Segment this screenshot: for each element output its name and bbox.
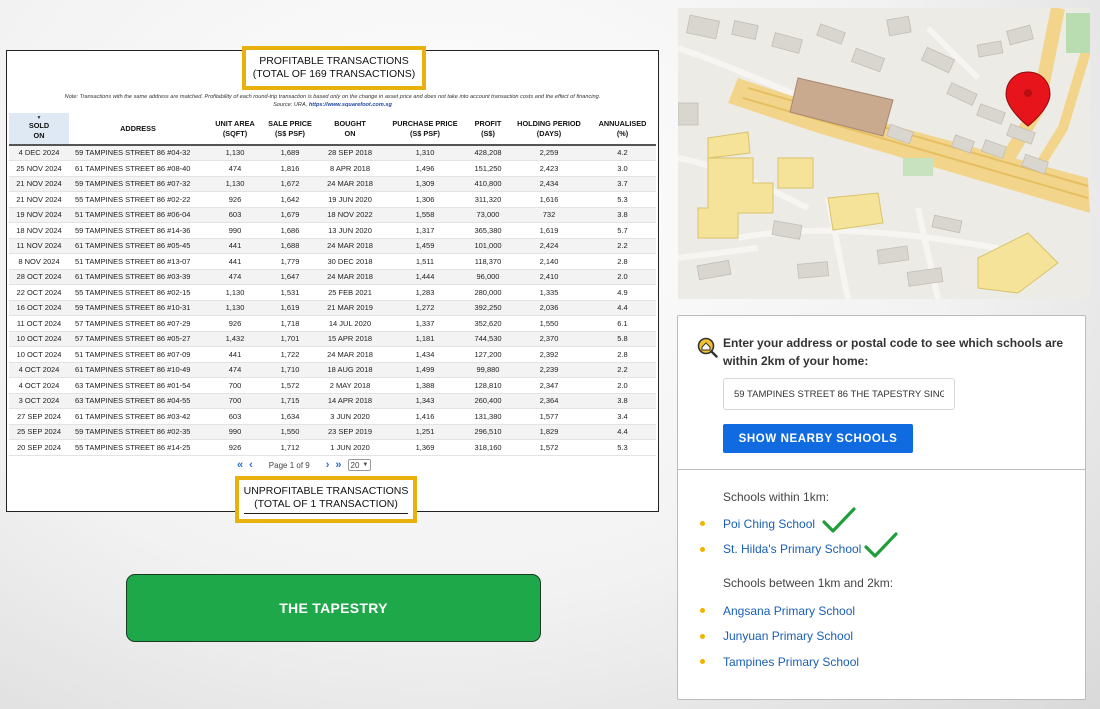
table-cell: 61 TAMPINES STREET 86 #03-42 bbox=[75, 411, 191, 421]
table-cell: 1,317 bbox=[415, 225, 435, 235]
table-row bbox=[9, 363, 656, 379]
chevron-right-icon[interactable]: › bbox=[325, 459, 330, 471]
school-link-junyuan[interactable]: Junyuan Primary School bbox=[723, 629, 854, 644]
table-cell: 2.0 bbox=[617, 380, 628, 390]
table-cell: 1,816 bbox=[280, 163, 300, 173]
table-cell: 4.4 bbox=[617, 427, 628, 437]
checkmark-icon bbox=[821, 506, 857, 536]
table-cell: 21 NOV 2024 bbox=[16, 194, 62, 204]
table-cell: 1,434 bbox=[415, 349, 435, 359]
table-row bbox=[9, 146, 656, 162]
double-chevron-left-icon[interactable]: « bbox=[237, 459, 244, 471]
table-cell: 474 bbox=[228, 272, 242, 282]
table-cell: 1,712 bbox=[280, 442, 300, 452]
table-row bbox=[9, 394, 656, 410]
table-row bbox=[9, 316, 656, 332]
table-cell: 25 SEP 2024 bbox=[16, 427, 62, 437]
table-cell: 1,251 bbox=[415, 427, 435, 437]
table-cell: 24 MAR 2018 bbox=[327, 241, 373, 251]
table-cell: 99,880 bbox=[476, 365, 500, 375]
table-cell: 19 JUN 2020 bbox=[328, 194, 372, 204]
table-cell: 603 bbox=[228, 411, 242, 421]
list-item bbox=[723, 598, 859, 624]
table-row bbox=[9, 378, 656, 394]
table-row bbox=[9, 161, 656, 177]
table-cell: 318,160 bbox=[474, 442, 502, 452]
table-cell: 96,000 bbox=[476, 272, 500, 282]
table-cell: 24 MAR 2018 bbox=[327, 272, 373, 282]
table-cell: 13 JUN 2020 bbox=[328, 225, 372, 235]
table-cell: 22 OCT 2024 bbox=[16, 287, 62, 297]
table-cell: 1,616 bbox=[539, 194, 559, 204]
table-cell: 1,550 bbox=[280, 427, 300, 437]
table-cell: 260,400 bbox=[474, 396, 502, 406]
table-cell: 410,800 bbox=[474, 179, 502, 189]
table-cell: 700 bbox=[228, 396, 242, 406]
column-header bbox=[509, 113, 589, 144]
table-row bbox=[9, 254, 656, 270]
pagination bbox=[237, 459, 371, 471]
profitable-title-line2: (TOTAL OF 169 TRANSACTIONS) bbox=[252, 68, 416, 80]
table-cell: 1,388 bbox=[415, 380, 435, 390]
bullet-dot bbox=[700, 547, 705, 552]
table-cell: 19 NOV 2024 bbox=[16, 210, 62, 220]
table-cell: 61 TAMPINES STREET 86 #05-45 bbox=[75, 241, 191, 251]
table-cell: 11 OCT 2024 bbox=[16, 318, 62, 328]
table-row bbox=[9, 285, 656, 301]
between-1-2km-list bbox=[723, 598, 859, 675]
bullet-dot bbox=[700, 521, 705, 526]
table-cell: 926 bbox=[228, 318, 242, 328]
table-cell: 2,370 bbox=[539, 334, 559, 344]
table-cell: 1,619 bbox=[280, 303, 300, 313]
table-cell: 63 TAMPINES STREET 86 #04-55 bbox=[75, 396, 191, 406]
table-cell: 990 bbox=[228, 427, 242, 437]
column-header bbox=[207, 113, 263, 144]
table-cell: 18 NOV 2022 bbox=[327, 210, 373, 220]
table-cell: 1 JUN 2020 bbox=[330, 442, 370, 452]
unprofitable-title-line2: (TOTAL OF 1 TRANSACTION) bbox=[254, 498, 398, 510]
table-row bbox=[9, 425, 656, 441]
table-row bbox=[9, 301, 656, 317]
table-cell: 118,370 bbox=[474, 256, 502, 266]
column-header-label: ADDRESS bbox=[120, 123, 156, 133]
table-row bbox=[9, 208, 656, 224]
table-cell: 2,423 bbox=[539, 163, 559, 173]
column-header bbox=[467, 113, 509, 144]
bullet-dot bbox=[700, 634, 705, 639]
table-cell: 428,208 bbox=[474, 148, 502, 158]
table-cell: 280,000 bbox=[474, 287, 502, 297]
page-label: Page 1 of 9 bbox=[268, 460, 310, 470]
column-header-label: ANNUALISED bbox=[598, 118, 647, 128]
table-cell: 1,432 bbox=[225, 334, 245, 344]
table-cell: 1,701 bbox=[280, 334, 300, 344]
unprofitable-title-line1: UNPROFITABLE TRANSACTIONS bbox=[243, 484, 409, 497]
between-1-2km-heading: Schools between 1km and 2km: bbox=[723, 576, 894, 590]
table-cell: 1,496 bbox=[415, 163, 435, 173]
table-cell: 4.4 bbox=[617, 303, 628, 313]
table-cell: 14 APR 2018 bbox=[327, 396, 373, 406]
address-input[interactable] bbox=[723, 378, 955, 410]
table-cell: 2,036 bbox=[539, 303, 559, 313]
table-cell: 3.4 bbox=[617, 411, 628, 421]
table-cell: 27 SEP 2024 bbox=[16, 411, 62, 421]
table-cell: 15 APR 2018 bbox=[327, 334, 373, 344]
transactions-note bbox=[7, 94, 658, 109]
table-cell: 59 TAMPINES STREET 86 #14-36 bbox=[75, 225, 191, 235]
double-chevron-right-icon[interactable]: » bbox=[335, 459, 342, 471]
table-cell: 3.8 bbox=[617, 210, 628, 220]
table-cell: 1,416 bbox=[415, 411, 435, 421]
table-cell: 5.3 bbox=[617, 442, 628, 452]
table-cell: 4 DEC 2024 bbox=[18, 148, 60, 158]
table-cell: 1,619 bbox=[539, 225, 559, 235]
table-cell: 57 TAMPINES STREET 86 #07-29 bbox=[75, 318, 191, 328]
school-link-st-hilda[interactable]: St. Hilda's Primary School bbox=[723, 542, 862, 557]
bullet-dot bbox=[700, 659, 705, 664]
table-row bbox=[9, 223, 656, 239]
table-cell: 926 bbox=[228, 442, 242, 452]
column-header-label: (S$ PSF) bbox=[274, 128, 305, 138]
table-cell: 1,181 bbox=[415, 334, 435, 344]
table-cell: 59 TAMPINES STREET 86 #04-32 bbox=[75, 148, 191, 158]
column-header-label: SALE PRICE bbox=[268, 118, 312, 128]
table-cell: 1,306 bbox=[415, 194, 435, 204]
table-cell: 18 NOV 2024 bbox=[16, 225, 62, 235]
list-item bbox=[723, 537, 899, 563]
list-item bbox=[723, 624, 859, 650]
page-size-select[interactable] bbox=[348, 459, 372, 471]
table-cell: 700 bbox=[228, 380, 242, 390]
column-header bbox=[589, 113, 656, 144]
note-source: Source: URA, bbox=[273, 101, 308, 108]
table-cell: 10 OCT 2024 bbox=[16, 334, 62, 344]
school-link-angsana[interactable]: Angsana Primary School bbox=[723, 603, 856, 618]
table-row bbox=[9, 177, 656, 193]
table-cell: 1,343 bbox=[415, 396, 435, 406]
column-header bbox=[69, 113, 207, 144]
table-cell: 1,679 bbox=[280, 210, 300, 220]
table-cell: 128,810 bbox=[474, 380, 502, 390]
table-cell: 1,130 bbox=[225, 287, 245, 297]
table-cell: 1,722 bbox=[280, 349, 300, 359]
source-link[interactable]: https://www.squarefoot.com.sg bbox=[308, 101, 392, 108]
table-cell: 1,130 bbox=[225, 303, 245, 313]
table-cell: 1,369 bbox=[415, 442, 435, 452]
table-cell: 16 OCT 2024 bbox=[16, 303, 62, 313]
table-cell: 1,511 bbox=[415, 256, 435, 266]
table-cell: 3 OCT 2024 bbox=[18, 396, 60, 406]
school-link-poi-ching[interactable]: Poi Ching School bbox=[723, 516, 816, 531]
column-header-label: HOLDING PERIOD bbox=[517, 118, 581, 128]
column-header[interactable] bbox=[9, 113, 69, 144]
school-search-icon bbox=[696, 336, 718, 358]
table-cell: 1,531 bbox=[280, 287, 300, 297]
table-cell: 1,634 bbox=[280, 411, 300, 421]
table-cell: 23 SEP 2019 bbox=[327, 427, 373, 437]
school-finder-panel bbox=[677, 315, 1086, 700]
page-size-value: 20 bbox=[350, 460, 360, 470]
unprofitable-transactions-title bbox=[235, 476, 417, 523]
table-row bbox=[9, 192, 656, 208]
table-cell: 2,424 bbox=[539, 241, 559, 251]
table-cell: 1,499 bbox=[415, 365, 435, 375]
table-cell: 1,459 bbox=[415, 241, 435, 251]
column-header-label: (S$) bbox=[481, 128, 495, 138]
checkmark-icon bbox=[863, 531, 899, 561]
table-cell: 1,672 bbox=[280, 179, 300, 189]
table-cell: 603 bbox=[228, 210, 242, 220]
location-map[interactable] bbox=[678, 8, 1090, 299]
column-header bbox=[383, 113, 467, 144]
search-prompt: Enter your address or postal code to see which schools are within 2km of your home: bbox=[723, 336, 1064, 368]
transactions-panel bbox=[6, 50, 659, 512]
table-cell: 926 bbox=[228, 194, 242, 204]
table-cell: 392,250 bbox=[474, 303, 502, 313]
table-cell: 2,392 bbox=[539, 349, 559, 359]
table-cell: 2.2 bbox=[617, 241, 628, 251]
table-cell: 1,558 bbox=[415, 210, 435, 220]
table-cell: 1,335 bbox=[539, 287, 559, 297]
table-cell: 1,688 bbox=[280, 241, 300, 251]
table-cell: 4.9 bbox=[617, 287, 628, 297]
bullet-dot bbox=[700, 608, 705, 613]
table-cell: 1,689 bbox=[280, 148, 300, 158]
table-cell: 11 NOV 2024 bbox=[16, 241, 62, 251]
table-cell: 744,530 bbox=[474, 334, 502, 344]
table-cell: 8 NOV 2024 bbox=[18, 256, 60, 266]
school-search-section bbox=[678, 316, 1085, 470]
table-cell: 732 bbox=[542, 210, 556, 220]
table-cell: 24 MAR 2018 bbox=[327, 179, 373, 189]
table-cell: 2.2 bbox=[617, 365, 628, 375]
table-row bbox=[9, 440, 656, 456]
table-cell: 441 bbox=[228, 349, 242, 359]
table-cell: 1,779 bbox=[280, 256, 300, 266]
table-cell: 4 OCT 2024 bbox=[18, 365, 60, 375]
table-header bbox=[9, 113, 656, 144]
table-cell: 352,620 bbox=[474, 318, 502, 328]
table-cell: 59 TAMPINES STREET 86 #07-32 bbox=[75, 179, 191, 189]
table-cell: 10 OCT 2024 bbox=[16, 349, 62, 359]
school-link-tampines[interactable]: Tampines Primary School bbox=[723, 654, 860, 669]
table-cell: 1,337 bbox=[415, 318, 435, 328]
table-cell: 1,572 bbox=[539, 442, 559, 452]
table-cell: 2,347 bbox=[539, 380, 559, 390]
table-cell: 1,310 bbox=[415, 148, 435, 158]
table-cell: 1,829 bbox=[539, 427, 559, 437]
table-cell: 2 MAY 2018 bbox=[329, 380, 371, 390]
table-cell: 55 TAMPINES STREET 86 #02-22 bbox=[75, 194, 191, 204]
table-cell: 1,718 bbox=[280, 318, 300, 328]
table-cell: 3.0 bbox=[617, 163, 628, 173]
table-cell: 1,647 bbox=[280, 272, 300, 282]
column-header-label: BOUGHT bbox=[334, 118, 366, 128]
table-cell: 5.3 bbox=[617, 194, 628, 204]
the-tapestry-button[interactable]: THE TAPESTRY bbox=[126, 574, 541, 642]
table-cell: 59 TAMPINES STREET 86 #02-35 bbox=[75, 427, 191, 437]
table-cell: 151,250 bbox=[474, 163, 502, 173]
table-cell: 3 JUN 2020 bbox=[330, 411, 370, 421]
table-cell: 1,272 bbox=[415, 303, 435, 313]
table-cell: 474 bbox=[228, 365, 242, 375]
list-item bbox=[723, 649, 859, 675]
table-row bbox=[9, 332, 656, 348]
note-text: Note: Transactions with the same address are matched. Profitability of each round-trip transaction is based only on the change in asset price and does not take into account transaction costs and the effect of financing. bbox=[64, 94, 601, 100]
table-cell: 51 TAMPINES STREET 86 #07-09 bbox=[75, 349, 191, 359]
table-cell: 2,239 bbox=[539, 365, 559, 375]
table-cell: 1,130 bbox=[225, 179, 245, 189]
table-row bbox=[9, 409, 656, 425]
table-cell: 61 TAMPINES STREET 86 #03-39 bbox=[75, 272, 191, 282]
table-cell: 25 NOV 2024 bbox=[16, 163, 62, 173]
column-header-label: (%) bbox=[616, 128, 629, 138]
table-cell: 2.8 bbox=[617, 256, 628, 266]
profitable-transactions-title bbox=[242, 46, 426, 90]
table-cell: 365,380 bbox=[474, 225, 502, 235]
table-row bbox=[9, 347, 656, 363]
table-cell: 127,200 bbox=[474, 349, 502, 359]
column-header bbox=[263, 113, 317, 144]
table-cell: 1,642 bbox=[280, 194, 300, 204]
table-cell: 2,259 bbox=[539, 148, 559, 158]
table-cell: 1,572 bbox=[280, 380, 300, 390]
table-cell: 61 TAMPINES STREET 86 #08-40 bbox=[75, 163, 191, 173]
table-cell: 3.8 bbox=[617, 396, 628, 406]
table-cell: 131,380 bbox=[474, 411, 502, 421]
column-header-label: PROFIT bbox=[474, 118, 502, 128]
table-cell: 441 bbox=[228, 241, 242, 251]
table-cell: 990 bbox=[228, 225, 242, 235]
column-header-label: (SQFT) bbox=[222, 128, 248, 138]
table-cell: 1,309 bbox=[415, 179, 435, 189]
table-cell: 30 DEC 2018 bbox=[327, 256, 373, 266]
table-cell: 1,686 bbox=[280, 225, 300, 235]
table-cell: 21 NOV 2024 bbox=[16, 179, 62, 189]
column-header-label: (DAYS) bbox=[536, 128, 562, 138]
table-cell: 51 TAMPINES STREET 86 #06-04 bbox=[75, 210, 191, 220]
table-cell: 8 APR 2018 bbox=[329, 163, 371, 173]
table-cell: 51 TAMPINES STREET 86 #13-07 bbox=[75, 256, 191, 266]
column-header-label: (S$ PSF) bbox=[409, 128, 440, 138]
table-cell: 101,000 bbox=[474, 241, 502, 251]
table-cell: 28 OCT 2024 bbox=[16, 272, 62, 282]
table-cell: 59 TAMPINES STREET 86 #10-31 bbox=[75, 303, 191, 313]
column-header-label: UNIT AREA bbox=[215, 118, 255, 128]
column-header-label: PURCHASE PRICE bbox=[392, 118, 458, 128]
table-cell: 1,283 bbox=[415, 287, 435, 297]
table-cell: 3.7 bbox=[617, 179, 628, 189]
table-cell: 5.7 bbox=[617, 225, 628, 235]
transactions-table bbox=[9, 113, 656, 456]
table-cell: 2,410 bbox=[539, 272, 559, 282]
table-cell: 24 MAR 2018 bbox=[327, 349, 373, 359]
table-cell: 5.8 bbox=[617, 334, 628, 344]
table-cell: 28 SEP 2018 bbox=[327, 148, 373, 158]
table-cell: 21 MAR 2019 bbox=[327, 303, 373, 313]
column-header bbox=[317, 113, 383, 144]
table-cell: 25 FEB 2021 bbox=[328, 287, 372, 297]
table-row bbox=[9, 270, 656, 286]
table-cell: 2.8 bbox=[617, 349, 628, 359]
table-cell: 4 OCT 2024 bbox=[18, 380, 60, 390]
table-cell: 1,715 bbox=[280, 396, 300, 406]
within-1km-heading: Schools within 1km: bbox=[723, 490, 830, 504]
table-cell: 55 TAMPINES STREET 86 #14-25 bbox=[75, 442, 191, 452]
column-header-label: ON bbox=[344, 128, 356, 138]
table-cell: 2,140 bbox=[539, 256, 559, 266]
table-cell: 296,510 bbox=[474, 427, 502, 437]
table-cell: 1,710 bbox=[280, 365, 300, 375]
table-cell: 441 bbox=[228, 256, 242, 266]
table-cell: 73,000 bbox=[476, 210, 500, 220]
sort-desc-icon: ▼ bbox=[36, 115, 42, 122]
table-cell: 1,444 bbox=[415, 272, 435, 282]
table-cell: 4.2 bbox=[617, 148, 628, 158]
table-cell: 61 TAMPINES STREET 86 #10-49 bbox=[75, 365, 191, 375]
profitable-title-line1: PROFITABLE TRANSACTIONS bbox=[259, 54, 409, 67]
table-cell: 1,130 bbox=[225, 148, 245, 158]
chevron-down-icon: ▼ bbox=[362, 462, 369, 468]
table-cell: 2,434 bbox=[539, 179, 559, 189]
table-cell: 63 TAMPINES STREET 86 #01-54 bbox=[75, 380, 191, 390]
table-cell: 14 JUL 2020 bbox=[328, 318, 372, 328]
table-cell: 474 bbox=[228, 163, 242, 173]
table-cell: 20 SEP 2024 bbox=[16, 442, 62, 452]
table-cell: 311,320 bbox=[474, 194, 502, 204]
table-cell: 2,364 bbox=[539, 396, 559, 406]
map-canvas bbox=[678, 8, 1090, 299]
table-cell: 2.0 bbox=[617, 272, 628, 282]
column-header-label: ON bbox=[33, 131, 45, 140]
within-1km-list bbox=[723, 511, 899, 562]
table-cell: 55 TAMPINES STREET 86 #02-15 bbox=[75, 287, 191, 297]
table-cell: 1,577 bbox=[539, 411, 559, 421]
table-body bbox=[9, 146, 656, 456]
table-cell: 18 AUG 2018 bbox=[327, 365, 373, 375]
chevron-left-icon[interactable]: ‹ bbox=[249, 459, 253, 471]
show-nearby-schools-button[interactable]: SHOW NEARBY SCHOOLS bbox=[723, 424, 913, 453]
table-cell: 1,550 bbox=[539, 318, 559, 328]
column-header-label: SOLD bbox=[28, 121, 50, 131]
table-cell: 6.1 bbox=[617, 318, 628, 328]
table-row bbox=[9, 239, 656, 255]
table-cell: 57 TAMPINES STREET 86 #05-27 bbox=[75, 334, 191, 344]
